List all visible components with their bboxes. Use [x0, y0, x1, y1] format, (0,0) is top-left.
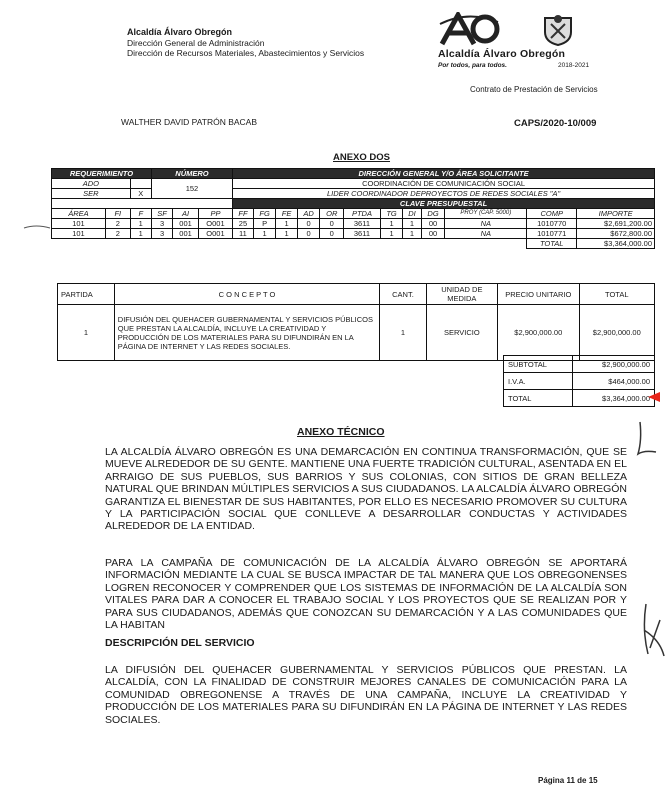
concepto-cell: DIFUSIÓN DEL QUEHACER GUBERNAMENTAL Y SERVICIOS PÚBLICOS QUE PRESTAN LA ALCALDÍA, INCLUYE LA CREATIVIDAD Y PRODUCCIÓN DE LOS MATERIALES PARA SU DIFUNDIRÁN EN LA PÁGINA DE INTERNET Y LAS REDES SOCIALES. — [114, 305, 379, 361]
col-header: SF — [151, 209, 172, 219]
iva-label: I.V.A. — [504, 373, 573, 390]
ser-mark: X — [130, 189, 151, 199]
contract-number: CAPS/2020-10/009 — [514, 118, 597, 129]
totals-table — [503, 355, 655, 407]
ado-cell: ADO — [52, 179, 131, 189]
org-subdirection: Dirección de Recursos Materiales, Abastecimientos y Servicios — [127, 48, 365, 58]
cell: 1 — [380, 219, 403, 229]
org-direction: Dirección General de Administración — [127, 37, 265, 48]
partida-cell: 1 — [58, 305, 115, 361]
paragraph-campaign: PARA LA CAMPAÑA DE COMUNICACIÓN DE LA ALCALDÍA ÁLVARO OBREGÓN SE APORTARÁ INFORMACIÓN MEDIANTE LA CUAL SE BUSCA IMPACTAR DE TAL MANERA QUE LOS OBREGONENSES LOGREN RECONOCER Y COMPRENDER QUE LOS SISTEMAS DE INFORMACIÓN DE LA ALCALDÍA SON VITALES PARA DAR A CONOCER EL TRABAJO SOCIAL Y LOS PROYECTOS QUE SE REALIZAN POR Y PARA SUS CIUDADANOS, ADEMÁS QUE CONOZCAN SU DEMARCACIÓN Y A LAS COMUNIDADES QUE LA HABITAN — [105, 557, 627, 632]
cell: 2 — [105, 219, 130, 229]
budget-table — [51, 168, 655, 249]
cell: 0 — [320, 219, 344, 229]
cell: 25 — [233, 219, 254, 229]
cell: 1010771 — [527, 229, 577, 239]
handwritten-mark-icon — [640, 600, 668, 660]
cell: 001 — [173, 229, 199, 239]
cell: 1010770 — [527, 219, 577, 229]
cell: 11 — [233, 229, 254, 239]
lider-cell: LIDER COORDINADOR DEPROYECTOS DE REDES SOCIALES "A" — [233, 189, 655, 199]
handwritten-mark-icon — [630, 420, 660, 460]
service-desc-title: DESCRIPCIÓN DEL SERVICIO — [105, 637, 255, 649]
cell: 001 — [173, 219, 199, 229]
paragraph-intro: LA ALCALDÍA ÁLVARO OBREGÓN ES UNA DEMARCACIÓN EN CONTINUA TRANSFORMACIÓN, QUE SE MUEVE ALREDEDOR DE SU GENTE. MANTIENE UNA FUERTE TRADICIÓN CULTURAL, ASENTADA EN EL ARRAIGO DE SUS PUEBLOS, SUS BARRIOS Y SUS COLONIAS, CON SITIOS DE GRAN BELLEZA NATURAL QUE BRINDAN MÚLTIPLES SERVICIOS A SUS CIUDADANOS. LA ALCALDÍA ÁLVARO OBREGÓN GARANTIZA EL BIENESTAR DE SUS HABITANTES, POR ELLO ES NECESARIO PROMOVER SU CULTURA Y LA PARTICIPACIÓN SOCIAL QUE CONLLEVE A DESARROLLAR CONDUCTAS Y ACTIVIDADES ALREDEDOR DE LA ENTIDAD. — [105, 446, 627, 533]
col-header: COMP — [527, 209, 577, 219]
unidad-cell: SERVICIO — [426, 305, 497, 361]
annex-title: ANEXO DOS — [333, 152, 391, 163]
annex-tech-title: ANEXO TÉCNICO — [297, 426, 385, 438]
budget-row — [52, 219, 655, 229]
red-arrow-icon — [648, 392, 660, 402]
ao-logo-icon — [438, 12, 502, 46]
col-header: AI — [173, 209, 199, 219]
subtotal-value: $2,900,000.00 — [572, 356, 654, 373]
col-header: FI — [105, 209, 130, 219]
col-header: TOTAL — [579, 284, 654, 305]
col-header: FG — [253, 209, 276, 219]
total-value: $3,364,000.00 — [572, 390, 654, 407]
cell: 1 — [403, 229, 421, 239]
col-header: F — [130, 209, 151, 219]
cell: 00 — [421, 229, 445, 239]
col-header: UNIDAD DE MEDIDA — [426, 284, 497, 305]
concept-row — [58, 305, 655, 361]
cell: 0 — [320, 229, 344, 239]
logo-years: 2018-2021 — [558, 62, 590, 69]
clave-header: CLAVE PRESUPUESTAL — [233, 199, 655, 209]
handwritten-mark-icon — [22, 222, 52, 232]
cell: 1 — [276, 219, 297, 229]
coat-of-arms-icon — [541, 14, 575, 46]
paragraph-service: LA DIFUSIÓN DEL QUEHACER GUBERNAMENTAL Y SERVICIOS PÚBLICOS QUE PRESTAN. LA ALCALDÍA, CON LA FINALIDAD DE CONSTRUIR MEJORES CANALES DE COMUNICACIÓN PARA LA COMUNIDAD OBREGONENSE A TRAVÉS DE UNA CAMPAÑA, INCLUYE LA CREATIVIDAD Y PRODUCCIÓN DE LOS MATERIALES PARA SU DIFUNDIRÁN EN LA PÁGINA DE INTERNET Y LAS REDES SOCIALES. — [105, 664, 627, 726]
contract-type: Contrato de Prestación de Servicios — [470, 85, 598, 94]
cell: 1 — [403, 219, 421, 229]
cell: O001 — [198, 229, 232, 239]
col-header: CANT. — [380, 284, 426, 305]
area-solicitante: COORDINACIÓN DE COMUNICACIÓN SOCIAL — [233, 179, 655, 189]
cell: 3611 — [344, 229, 381, 239]
total-value: $3,364,000.00 — [577, 239, 655, 249]
letterhead — [127, 27, 364, 59]
logo-motto: Por todos, para todos. — [438, 62, 507, 69]
cell: NA — [445, 219, 527, 229]
total-label: TOTAL — [504, 390, 573, 407]
cell: $672,800.00 — [577, 229, 655, 239]
precio-cell: $2,900,000.00 — [497, 305, 579, 361]
budget-row — [52, 229, 655, 239]
logo-name: Alcaldía Álvaro Obregón — [438, 48, 566, 60]
cant-cell: 1 — [380, 305, 426, 361]
ser-cell: SER — [52, 189, 131, 199]
col-header: PARTIDA — [58, 284, 115, 305]
cell: 1 — [276, 229, 297, 239]
provider-name: WALTHER DAVID PATRÓN BACAB — [121, 117, 258, 127]
col-header: PROY (CAP. 5000) — [445, 209, 527, 219]
numero-header: NÚMERO — [151, 169, 232, 179]
col-header: AD — [297, 209, 320, 219]
cell: 1 — [253, 229, 276, 239]
cell: 1 — [380, 229, 403, 239]
cell: 00 — [421, 219, 445, 229]
cell: O001 — [198, 219, 232, 229]
col-header: PTDA — [344, 209, 381, 219]
cell: 3 — [151, 229, 172, 239]
total-label: TOTAL — [527, 239, 577, 249]
alcaldia-logo — [438, 12, 608, 72]
cell: 3611 — [344, 219, 381, 229]
col-header: FF — [233, 209, 254, 219]
direccion-header: DIRECCIÓN GENERAL Y/O ÁREA SOLICITANTE — [233, 169, 655, 179]
cell: 1 — [130, 219, 151, 229]
col-header: IMPORTE — [577, 209, 655, 219]
cell: NA — [445, 229, 527, 239]
cell: 2 — [105, 229, 130, 239]
iva-value: $464,000.00 — [572, 373, 654, 390]
subtotal-label: SUBTOTAL — [504, 356, 573, 373]
col-header: DG — [421, 209, 445, 219]
cell: 0 — [297, 229, 320, 239]
col-header: PRECIO UNITARIO — [497, 284, 579, 305]
cell: 0 — [297, 219, 320, 229]
cell: 101 — [52, 229, 106, 239]
requerimiento-header: REQUERIMIENTO — [52, 169, 152, 179]
col-header: PP — [198, 209, 232, 219]
total-cell: $2,900,000.00 — [579, 305, 654, 361]
cell: 1 — [130, 229, 151, 239]
col-header: OR — [320, 209, 344, 219]
budget-columns — [52, 209, 655, 219]
col-header: C O N C E P T O — [114, 284, 379, 305]
col-header: TG — [380, 209, 403, 219]
col-header: FE — [276, 209, 297, 219]
col-header: DI — [403, 209, 421, 219]
numero-cell: 152 — [151, 179, 232, 199]
page-number: Página 11 de 15 — [538, 776, 598, 785]
concept-table — [57, 283, 655, 361]
cell: 101 — [52, 219, 106, 229]
col-header: ÁREA — [52, 209, 106, 219]
cell: 3 — [151, 219, 172, 229]
org-name: Alcaldía Álvaro Obregón — [127, 27, 233, 37]
cell: P — [253, 219, 276, 229]
cell: $2,691,200.00 — [577, 219, 655, 229]
